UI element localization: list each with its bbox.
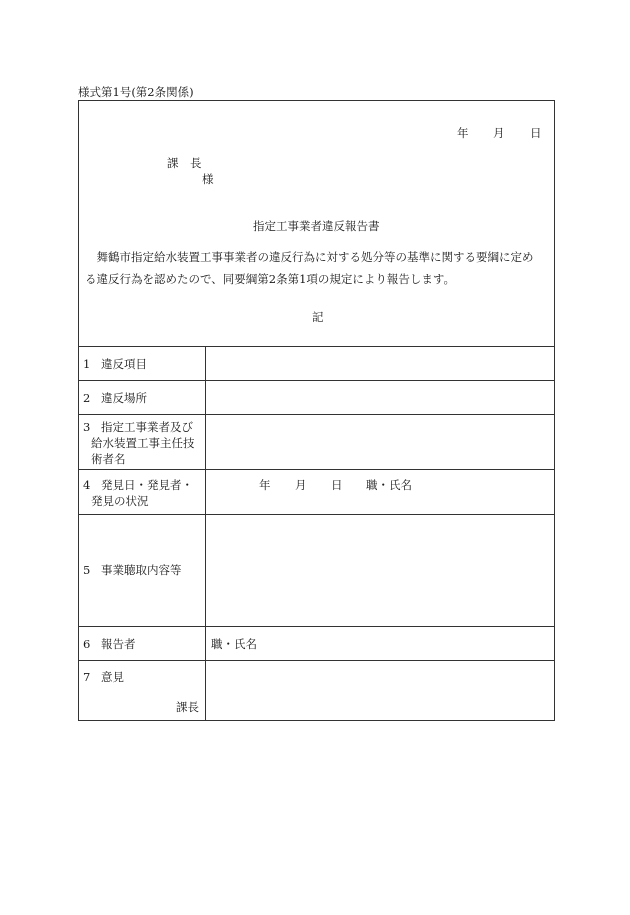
row-5-text: 事業聴取内容等 (101, 563, 182, 577)
row-4-label (83, 477, 193, 509)
row-6-value: 職・氏名 (211, 637, 257, 651)
row-divider (79, 626, 554, 627)
row-3-text-line-1: 指定工事業者及び (101, 420, 193, 434)
row-divider (79, 346, 554, 347)
row-2-number: 2 (83, 391, 91, 405)
row-4-staff-name: 職・氏名 (366, 478, 412, 492)
row-7-section-chief: 課長 (176, 700, 199, 714)
date-month: 月 (493, 126, 505, 140)
row-3-number: 3 (83, 420, 91, 434)
row-4-day: 日 (331, 478, 343, 492)
row-7-number: 7 (83, 670, 91, 684)
row-2-text: 違反場所 (101, 391, 147, 405)
form-number-label: 様式第1号(第2条関係) (78, 85, 194, 99)
row-1-label (83, 356, 147, 372)
row-4-text-line-2: 発見の状況 (91, 494, 149, 508)
row-3-text-line-2: 給水装置工事主任技 (91, 436, 195, 450)
document-title: 指定工事業者違反報告書 (253, 219, 380, 233)
row-6-text: 報告者 (101, 637, 136, 651)
addressee-title: 課 長 (167, 156, 202, 170)
addressee-honorific: 様 (202, 172, 214, 186)
row-divider (79, 380, 554, 381)
row-4-text-line-1: 発見日・発見者・ (101, 478, 193, 492)
row-4-month: 月 (295, 478, 307, 492)
row-6-label (83, 636, 136, 652)
row-1-text: 違反項目 (101, 357, 147, 371)
row-6-number: 6 (83, 637, 91, 651)
row-7-text: 意見 (101, 670, 124, 684)
date-year: 年 (457, 126, 469, 140)
row-divider (79, 414, 554, 415)
row-3-label (83, 419, 195, 467)
row-1-number: 1 (83, 357, 91, 371)
row-divider (79, 469, 554, 470)
body-line-2: る違反行為を認めたので、同要綱第2条第1項の規定により報告します。 (85, 272, 455, 286)
ki-marker: 記 (312, 310, 324, 324)
body-paragraph (85, 246, 551, 290)
row-2-label (83, 390, 147, 406)
column-divider (205, 346, 206, 721)
row-4-year: 年 (259, 478, 271, 492)
row-4-number: 4 (83, 478, 91, 492)
date-day: 日 (530, 126, 542, 140)
body-line-1: 舞鶴市指定給水装置工事事業者の違反行為に対する処分等の基準に関する要綱に定め (85, 250, 534, 264)
report-form-frame (78, 100, 555, 721)
row-5-number: 5 (83, 563, 91, 577)
row-divider (79, 514, 554, 515)
row-5-label (83, 562, 182, 578)
row-7-label (83, 669, 124, 685)
row-divider (79, 660, 554, 661)
row-3-text-line-3: 術者名 (91, 452, 126, 466)
